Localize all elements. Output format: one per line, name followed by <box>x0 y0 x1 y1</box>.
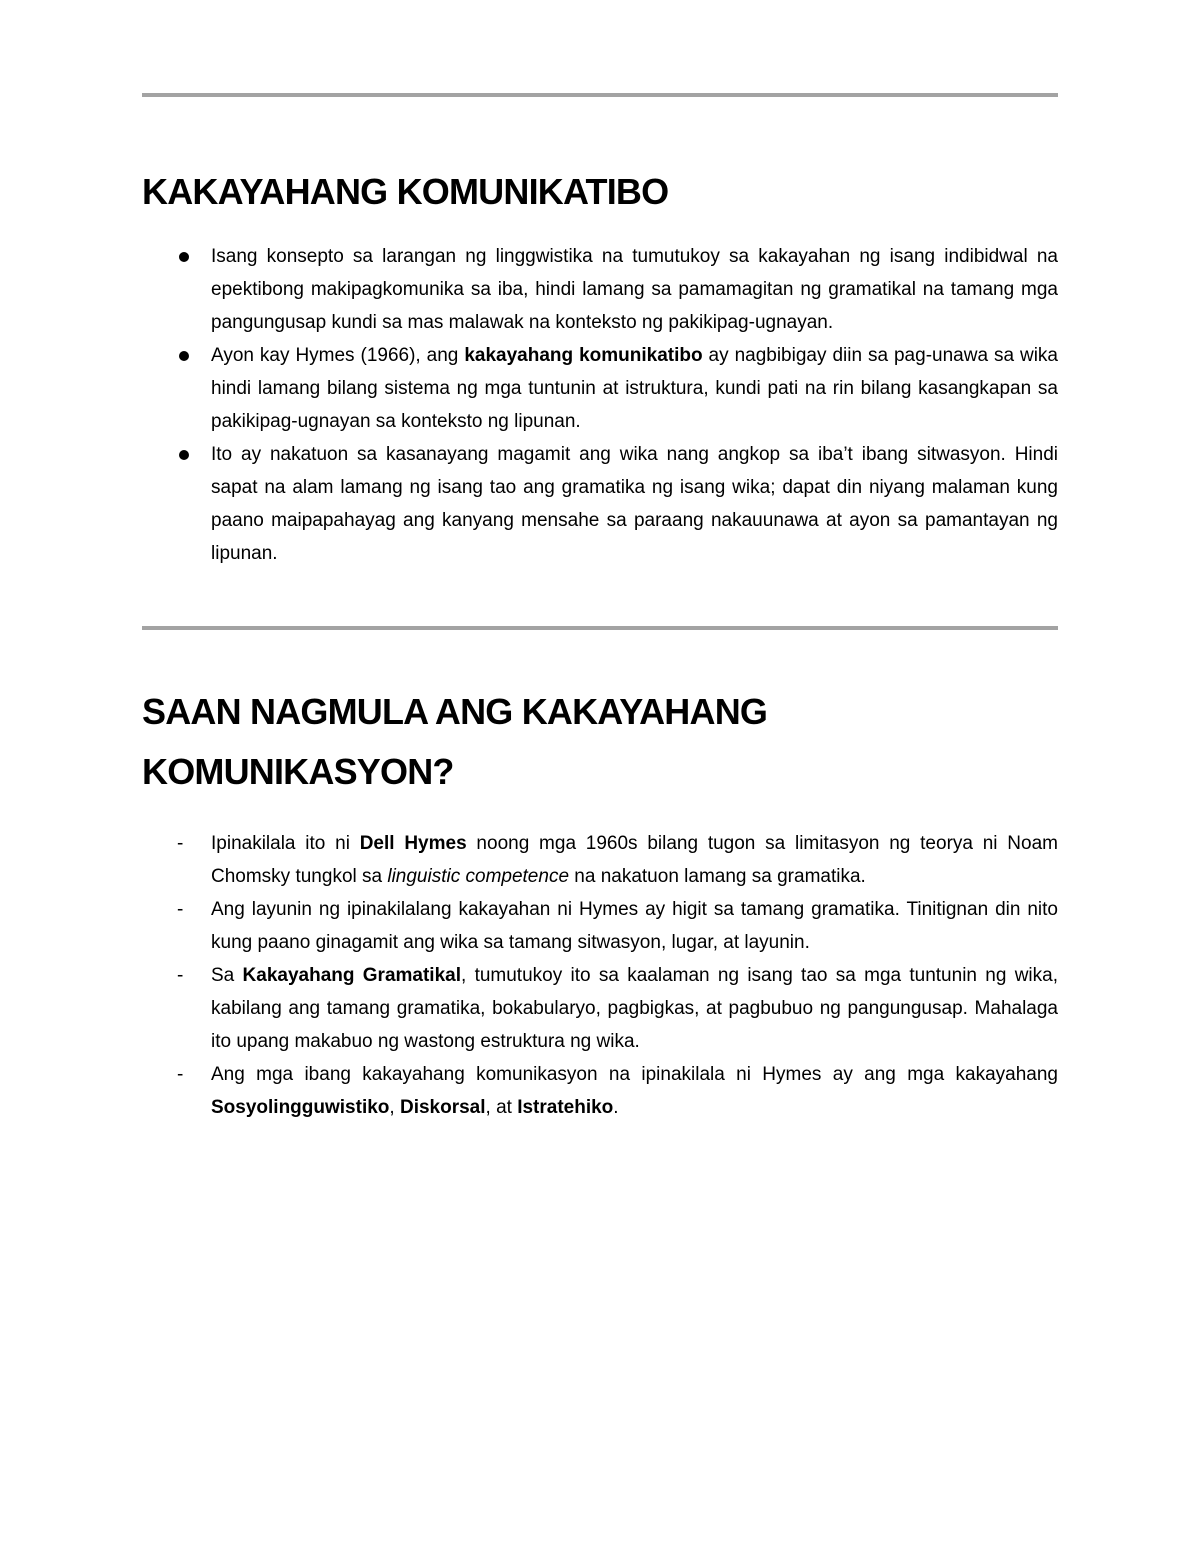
text-run: noong mga 1960s bilang tugon sa limitasyon ng teorya ni Noam Chomsky tungkol sa <box>211 833 1058 887</box>
list-item <box>142 438 1058 570</box>
text-run: , <box>389 1097 400 1118</box>
dash-marker: - <box>177 833 184 854</box>
dash-marker: - <box>177 899 184 920</box>
list-item <box>142 339 1058 438</box>
list-item <box>142 959 1058 1058</box>
horizontal-rule-top <box>142 93 1058 97</box>
text-run: Ipinakilala ito ni <box>211 833 360 854</box>
section-2-heading <box>142 682 1058 802</box>
section-1-bullet-list <box>142 240 1058 570</box>
dash-marker: - <box>177 965 184 986</box>
bold-term: Sosyolingguwistiko <box>211 1097 390 1118</box>
list-item <box>142 1058 1058 1124</box>
bullet-dot-icon <box>179 252 189 262</box>
bold-term: Dell Hymes <box>359 833 467 854</box>
horizontal-rule-middle <box>142 626 1058 630</box>
bold-term: kakayahang komunikatibo <box>464 345 703 366</box>
list-item-text <box>211 959 1058 1058</box>
section-1-heading: KAKAYAHANG KOMUNIKATIBO <box>142 171 669 212</box>
list-item-text: Ang layunin ng ipinakilalang kakayahan ni Hymes ay higit sa tamang gramatika. Tinitignan din nito kung paano ginagamit ang wika sa tamang sitwasyon, lugar, at layunin. <box>211 899 1058 953</box>
list-item <box>142 827 1058 893</box>
text-run: . <box>613 1097 619 1118</box>
dash-marker: - <box>177 1064 184 1085</box>
bullet-dot-icon <box>179 351 189 361</box>
bold-term: Istratehiko <box>517 1097 614 1118</box>
bullet-dot-icon <box>179 450 189 460</box>
text-run: ay nagbibigay diin sa pag-unawa sa wika hindi lamang bilang sistema ng mga tuntunin at istruktura, kundi pati na rin bilang kasangkapan sa pakikipag-ugnayan sa konteksto ng lipunan. <box>211 345 1058 432</box>
text-run: Sa <box>211 965 243 986</box>
section-2-dash-list <box>142 827 1058 1124</box>
list-item <box>142 893 1058 959</box>
text-run: , at <box>485 1097 518 1118</box>
list-item-text <box>211 339 1058 438</box>
list-item-text <box>211 827 1058 893</box>
list-item-text: Isang konsepto sa larangan ng linggwistika na tumutukoy sa kakayahan ng isang indibidwal na epektibong makipagkomunika sa iba, hindi lamang sa pamamagitan ng gramatikal na tamang mga pangungusap kundi sa mas malawak na konteksto ng pakikipag-ugnayan. <box>211 246 1058 333</box>
bold-term: Diskorsal <box>399 1097 486 1118</box>
text-run: Ang mga ibang kakayahang komunikasyon na ipinakilala ni Hymes ay ang mga kakayahang <box>211 1064 1058 1085</box>
list-item-text: Ito ay nakatuon sa kasanayang magamit ang wika nang angkop sa iba’t ibang sitwasyon. Hindi sapat na alam lamang ng isang tao ang gramatika ng isang wika; dapat din niyang malaman kung paano maipapahayag ang kanyang mensahe sa paraang nakauunawa at ayon sa pamantayan ng lipunan. <box>211 444 1058 564</box>
text-run: , tumutukoy ito sa kaalaman ng isang tao sa mga tuntunin ng wika, kabilang ang tamang gramatika, bokabularyo, pagbigkas, at pagbubuo ng pangungusap. Mahalaga ito upang makabuo ng wastong estruktura ng wika. <box>211 965 1058 1052</box>
list-item <box>142 240 1058 339</box>
text-run: Ayon kay Hymes (1966), ang <box>211 345 465 366</box>
heading-line: KOMUNIKASYON? <box>142 751 454 792</box>
text-run: na nakatuon lamang sa gramatika. <box>569 866 866 887</box>
heading-line: SAAN NAGMULA ANG KAKAYAHANG <box>142 691 768 732</box>
italic-term: linguistic competence <box>387 866 570 887</box>
bold-term: Kakayahang Gramatikal <box>242 965 461 986</box>
list-item-text <box>211 1058 1058 1124</box>
